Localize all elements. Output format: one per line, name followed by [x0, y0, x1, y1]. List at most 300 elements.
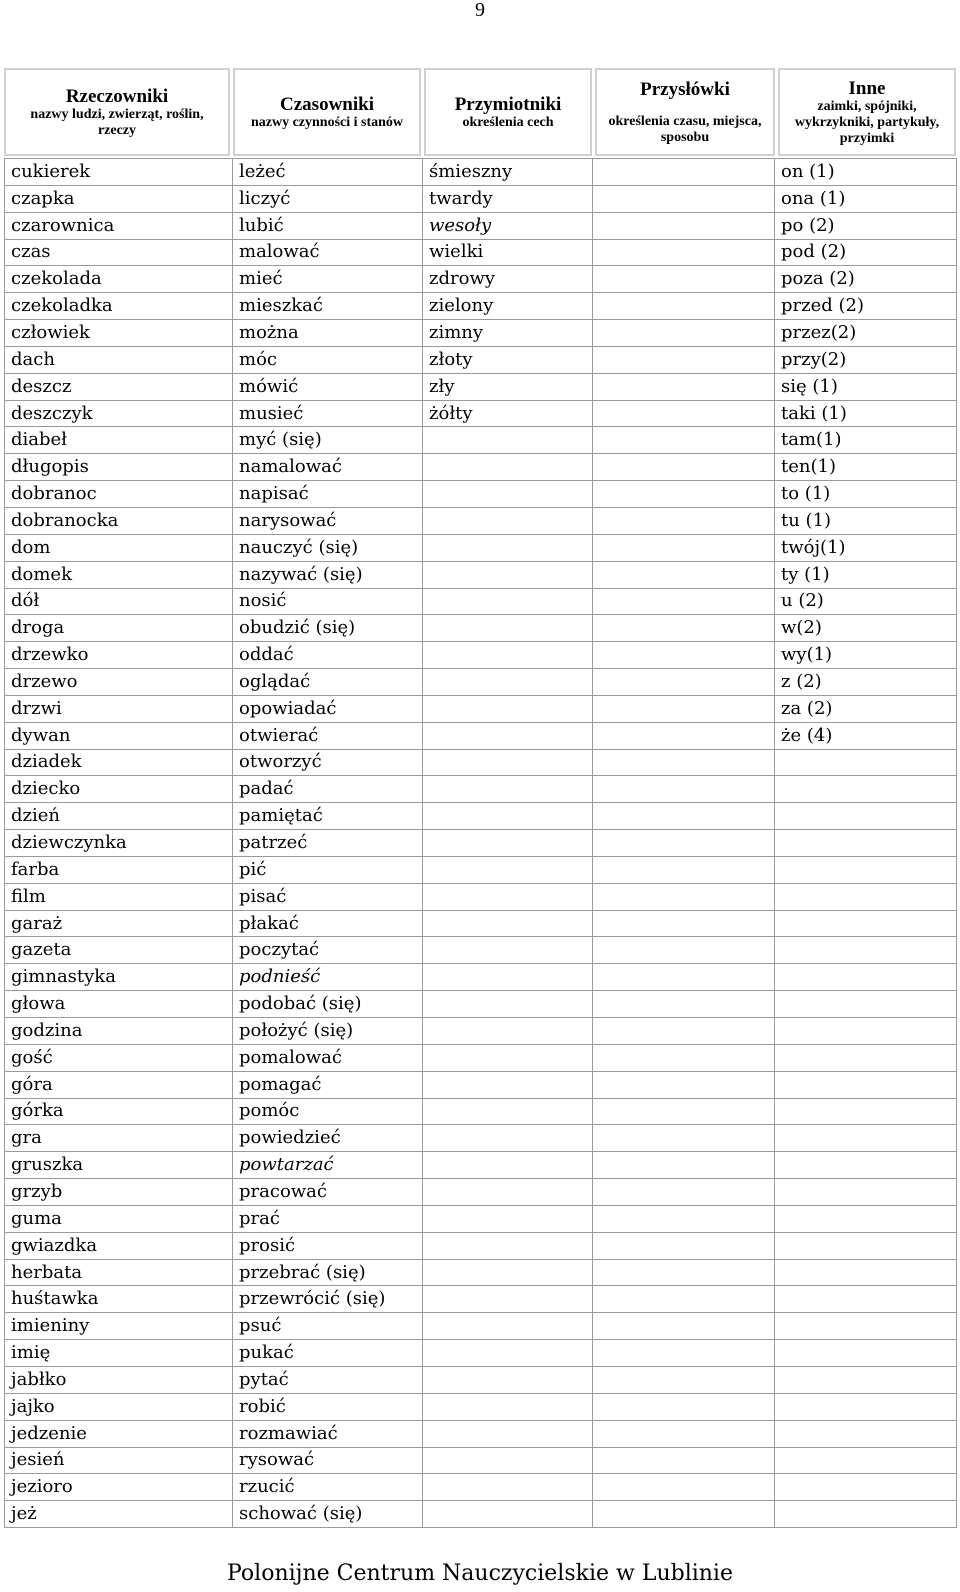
cell-noun: deszcz [5, 373, 233, 400]
table-row [5, 1313, 957, 1340]
cell-adverb [593, 1420, 775, 1447]
header-adverbs-title: Przysłówki [640, 78, 730, 100]
cell-adverb [593, 615, 775, 642]
cell-adjective [423, 1340, 593, 1367]
table-row [5, 1232, 957, 1259]
cell-verb: podnieść [233, 964, 423, 991]
cell-adverb [593, 320, 775, 347]
table-row [5, 883, 957, 910]
cell-verb: powiedzieć [233, 1125, 423, 1152]
cell-adverb [593, 1098, 775, 1125]
cell-verb: pomóc [233, 1098, 423, 1125]
cell-adverb [593, 1340, 775, 1367]
cell-adjective [423, 964, 593, 991]
cell-adjective [423, 427, 593, 454]
cell-other: to (1) [775, 481, 957, 508]
table-row [5, 561, 957, 588]
table-row [5, 159, 957, 186]
cell-other: wy(1) [775, 642, 957, 669]
cell-adjective [423, 481, 593, 508]
table-row [5, 991, 957, 1018]
cell-verb: robić [233, 1393, 423, 1420]
cell-other [775, 1179, 957, 1206]
cell-adjective [423, 856, 593, 883]
header-verbs-title: Czasowniki [280, 93, 374, 115]
cell-adjective [423, 561, 593, 588]
cell-adjective [423, 1152, 593, 1179]
cell-other: za (2) [775, 695, 957, 722]
cell-noun: farba [5, 856, 233, 883]
cell-other [775, 1501, 957, 1528]
cell-verb: prać [233, 1205, 423, 1232]
cell-adverb [593, 427, 775, 454]
table-row [5, 1179, 957, 1206]
cell-other [775, 1125, 957, 1152]
cell-other [775, 1366, 957, 1393]
table-row [5, 776, 957, 803]
cell-adverb [593, 159, 775, 186]
cell-other [775, 1071, 957, 1098]
table-header [4, 68, 956, 156]
cell-verb: rzucić [233, 1474, 423, 1501]
cell-adverb [593, 481, 775, 508]
cell-adjective [423, 454, 593, 481]
cell-noun: głowa [5, 991, 233, 1018]
cell-other [775, 1286, 957, 1313]
cell-adverb [593, 293, 775, 320]
cell-adjective: śmieszny [423, 159, 593, 186]
cell-noun: góra [5, 1071, 233, 1098]
cell-noun: gra [5, 1125, 233, 1152]
cell-noun: dziadek [5, 749, 233, 776]
header-nouns-subtitle: nazwy ludzi, zwierząt, roślin, rzeczy [30, 106, 204, 138]
cell-other [775, 1340, 957, 1367]
cell-other [775, 830, 957, 857]
cell-adverb [593, 1393, 775, 1420]
cell-adjective [423, 1125, 593, 1152]
cell-noun: jedzenie [5, 1420, 233, 1447]
cell-adverb [593, 1125, 775, 1152]
cell-verb: pomagać [233, 1071, 423, 1098]
cell-adjective [423, 534, 593, 561]
cell-verb: patrzeć [233, 830, 423, 857]
cell-adjective: zimny [423, 320, 593, 347]
header-other-subtitle: zaimki, spójniki, wykrzykniki, partykuły, przyimki [794, 98, 940, 146]
cell-other [775, 1098, 957, 1125]
cell-adjective: twardy [423, 185, 593, 212]
table-row [5, 937, 957, 964]
table-row [5, 1044, 957, 1071]
table-row [5, 293, 957, 320]
cell-adjective [423, 1205, 593, 1232]
cell-adverb [593, 910, 775, 937]
cell-other: z (2) [775, 669, 957, 696]
cell-adjective: wesoły [423, 212, 593, 239]
cell-other: poza (2) [775, 266, 957, 293]
cell-adverb [593, 964, 775, 991]
cell-noun: diabeł [5, 427, 233, 454]
cell-verb: leżeć [233, 159, 423, 186]
cell-other [775, 1205, 957, 1232]
cell-verb: pisać [233, 883, 423, 910]
cell-other: tu (1) [775, 507, 957, 534]
cell-verb: liczyć [233, 185, 423, 212]
cell-adjective [423, 883, 593, 910]
cell-noun: dziecko [5, 776, 233, 803]
cell-noun: jajko [5, 1393, 233, 1420]
cell-verb: lubić [233, 212, 423, 239]
cell-adverb [593, 1259, 775, 1286]
cell-adverb [593, 1232, 775, 1259]
table-row [5, 830, 957, 857]
cell-adjective [423, 1179, 593, 1206]
table-row [5, 507, 957, 534]
cell-noun: drzwi [5, 695, 233, 722]
header-adjectives-title: Przymiotniki [454, 93, 562, 115]
cell-other [775, 1447, 957, 1474]
cell-adverb [593, 1366, 775, 1393]
cell-other [775, 856, 957, 883]
table-row [5, 534, 957, 561]
cell-adverb [593, 776, 775, 803]
table-row [5, 239, 957, 266]
cell-verb: prosić [233, 1232, 423, 1259]
cell-adverb [593, 1205, 775, 1232]
cell-noun: gość [5, 1044, 233, 1071]
cell-noun: gwiazdka [5, 1232, 233, 1259]
cell-noun: dziewczynka [5, 830, 233, 857]
cell-noun: dywan [5, 722, 233, 749]
cell-adverb [593, 749, 775, 776]
table-row [5, 749, 957, 776]
cell-other: taki (1) [775, 400, 957, 427]
cell-other: pod (2) [775, 239, 957, 266]
cell-adjective [423, 722, 593, 749]
cell-verb: opowiadać [233, 695, 423, 722]
cell-noun: czapka [5, 185, 233, 212]
table-row [5, 400, 957, 427]
cell-verb: przebrać (się) [233, 1259, 423, 1286]
cell-noun: jezioro [5, 1474, 233, 1501]
cell-adjective [423, 1474, 593, 1501]
cell-other: on (1) [775, 159, 957, 186]
cell-verb: pukać [233, 1340, 423, 1367]
cell-other: w(2) [775, 615, 957, 642]
cell-adverb [593, 373, 775, 400]
cell-adverb [593, 991, 775, 1018]
cell-adverb [593, 1179, 775, 1206]
cell-verb: podobać (się) [233, 991, 423, 1018]
cell-noun: domek [5, 561, 233, 588]
cell-verb: otworzyć [233, 749, 423, 776]
cell-other [775, 803, 957, 830]
header-adjectives-subtitle: określenia cech [462, 114, 554, 130]
cell-adverb [593, 722, 775, 749]
cell-verb: położyć (się) [233, 1018, 423, 1045]
cell-adjective [423, 1501, 593, 1528]
cell-verb: pić [233, 856, 423, 883]
cell-verb: można [233, 320, 423, 347]
cell-adjective [423, 910, 593, 937]
cell-other [775, 1232, 957, 1259]
cell-other: się (1) [775, 373, 957, 400]
cell-adjective [423, 776, 593, 803]
cell-adjective [423, 1393, 593, 1420]
table-row [5, 1125, 957, 1152]
cell-adjective: zdrowy [423, 266, 593, 293]
table-row [5, 1420, 957, 1447]
cell-noun: czas [5, 239, 233, 266]
table-row [5, 320, 957, 347]
cell-adverb [593, 1152, 775, 1179]
cell-adverb [593, 266, 775, 293]
cell-noun: czekoladka [5, 293, 233, 320]
cell-noun: gruszka [5, 1152, 233, 1179]
table-row [5, 1286, 957, 1313]
cell-other: tam(1) [775, 427, 957, 454]
cell-adjective [423, 803, 593, 830]
cell-adverb [593, 1071, 775, 1098]
cell-verb: nauczyć (się) [233, 534, 423, 561]
cell-noun: garaż [5, 910, 233, 937]
table-row [5, 1205, 957, 1232]
cell-adjective [423, 669, 593, 696]
cell-verb: rysować [233, 1447, 423, 1474]
header-adverbs [595, 68, 775, 156]
cell-noun: huśtawka [5, 1286, 233, 1313]
cell-adjective [423, 1420, 593, 1447]
table-row [5, 1152, 957, 1179]
cell-adjective [423, 588, 593, 615]
cell-verb: musieć [233, 400, 423, 427]
table-row [5, 1259, 957, 1286]
cell-verb: malować [233, 239, 423, 266]
cell-other: przez(2) [775, 320, 957, 347]
cell-noun: górka [5, 1098, 233, 1125]
cell-verb: pytać [233, 1366, 423, 1393]
cell-adjective [423, 1366, 593, 1393]
cell-adjective [423, 507, 593, 534]
table-row [5, 1098, 957, 1125]
table-row [5, 454, 957, 481]
table-row [5, 856, 957, 883]
table-row [5, 803, 957, 830]
cell-verb: mówić [233, 373, 423, 400]
cell-other: twój(1) [775, 534, 957, 561]
cell-other [775, 910, 957, 937]
cell-verb: oddać [233, 642, 423, 669]
table-row [5, 1501, 957, 1528]
cell-adverb [593, 937, 775, 964]
word-table-body [5, 159, 957, 1528]
cell-adjective: zielony [423, 293, 593, 320]
cell-other [775, 991, 957, 1018]
cell-adjective [423, 695, 593, 722]
cell-adjective [423, 1044, 593, 1071]
cell-verb: schować (się) [233, 1501, 423, 1528]
cell-adverb [593, 803, 775, 830]
cell-noun: deszczyk [5, 400, 233, 427]
cell-other [775, 1393, 957, 1420]
cell-other: że (4) [775, 722, 957, 749]
cell-noun: dobranocka [5, 507, 233, 534]
cell-adverb [593, 856, 775, 883]
table-row [5, 212, 957, 239]
cell-verb: poczytać [233, 937, 423, 964]
cell-other: ty (1) [775, 561, 957, 588]
cell-verb: mieszkać [233, 293, 423, 320]
table-row [5, 588, 957, 615]
cell-noun: dół [5, 588, 233, 615]
cell-noun: dach [5, 346, 233, 373]
cell-other [775, 749, 957, 776]
table-row [5, 185, 957, 212]
cell-verb: pamiętać [233, 803, 423, 830]
cell-adjective [423, 1232, 593, 1259]
cell-noun: gazeta [5, 937, 233, 964]
cell-adjective [423, 1313, 593, 1340]
cell-adjective [423, 749, 593, 776]
cell-adverb [593, 212, 775, 239]
cell-noun: czarownica [5, 212, 233, 239]
cell-verb: myć (się) [233, 427, 423, 454]
cell-adverb [593, 1044, 775, 1071]
cell-noun: drzewo [5, 669, 233, 696]
cell-adverb [593, 1313, 775, 1340]
cell-verb: pracować [233, 1179, 423, 1206]
cell-adjective [423, 1018, 593, 1045]
cell-other [775, 883, 957, 910]
cell-adjective: zły [423, 373, 593, 400]
cell-adverb [593, 1501, 775, 1528]
cell-other [775, 964, 957, 991]
table-row [5, 1018, 957, 1045]
cell-adverb [593, 1286, 775, 1313]
cell-verb: padać [233, 776, 423, 803]
footer-institution: Polonijne Centrum Nauczycielskie w Lublinie [227, 1561, 733, 1586]
table-row [5, 373, 957, 400]
cell-other [775, 1044, 957, 1071]
cell-other [775, 1152, 957, 1179]
cell-adjective [423, 1071, 593, 1098]
cell-noun: jeż [5, 1501, 233, 1528]
cell-other: przy(2) [775, 346, 957, 373]
cell-adjective [423, 1447, 593, 1474]
header-adverbs-subtitle: określenia czasu, miejsca, sposobu [608, 113, 762, 145]
cell-adverb [593, 1018, 775, 1045]
cell-adverb [593, 830, 775, 857]
table-row [5, 722, 957, 749]
cell-adverb [593, 561, 775, 588]
table-row [5, 1071, 957, 1098]
cell-verb: rozmawiać [233, 1420, 423, 1447]
cell-adverb [593, 1447, 775, 1474]
table-row [5, 695, 957, 722]
cell-other: ona (1) [775, 185, 957, 212]
cell-noun: dobranoc [5, 481, 233, 508]
word-table [4, 158, 957, 1528]
table-row [5, 615, 957, 642]
cell-verb: napisać [233, 481, 423, 508]
table-row [5, 1393, 957, 1420]
cell-noun: człowiek [5, 320, 233, 347]
cell-verb: powtarzać [233, 1152, 423, 1179]
cell-other [775, 1420, 957, 1447]
cell-verb: płakać [233, 910, 423, 937]
cell-adjective [423, 991, 593, 1018]
cell-adjective: żółty [423, 400, 593, 427]
table-row [5, 1474, 957, 1501]
cell-noun: grzyb [5, 1179, 233, 1206]
cell-other: ten(1) [775, 454, 957, 481]
cell-other: po (2) [775, 212, 957, 239]
cell-noun: dom [5, 534, 233, 561]
cell-noun: czekolada [5, 266, 233, 293]
cell-adverb [593, 1474, 775, 1501]
cell-verb: psuć [233, 1313, 423, 1340]
cell-adverb [593, 642, 775, 669]
cell-noun: drzewko [5, 642, 233, 669]
table-row [5, 669, 957, 696]
cell-noun: gimnastyka [5, 964, 233, 991]
cell-other [775, 1018, 957, 1045]
header-adjectives [424, 68, 592, 156]
cell-verb: mieć [233, 266, 423, 293]
cell-noun: film [5, 883, 233, 910]
cell-noun: imieniny [5, 1313, 233, 1340]
cell-noun: godzina [5, 1018, 233, 1045]
cell-adverb [593, 588, 775, 615]
table-row [5, 266, 957, 293]
cell-other: przed (2) [775, 293, 957, 320]
cell-noun: cukierek [5, 159, 233, 186]
cell-adjective [423, 937, 593, 964]
cell-noun: jesień [5, 1447, 233, 1474]
cell-adjective [423, 1259, 593, 1286]
cell-other [775, 1259, 957, 1286]
cell-other [775, 1313, 957, 1340]
cell-adverb [593, 695, 775, 722]
table-row [5, 1340, 957, 1367]
cell-verb: narysować [233, 507, 423, 534]
table-row [5, 481, 957, 508]
cell-verb: oglądać [233, 669, 423, 696]
cell-adjective [423, 830, 593, 857]
cell-noun: jabłko [5, 1366, 233, 1393]
table-row [5, 1366, 957, 1393]
cell-adverb [593, 534, 775, 561]
cell-adverb [593, 507, 775, 534]
table-row [5, 910, 957, 937]
cell-adverb [593, 346, 775, 373]
cell-adjective [423, 1286, 593, 1313]
table-row [5, 346, 957, 373]
header-nouns [4, 68, 230, 156]
page-number: 9 [475, 0, 485, 21]
cell-adverb [593, 239, 775, 266]
header-nouns-title: Rzeczowniki [65, 85, 169, 107]
cell-verb: namalować [233, 454, 423, 481]
cell-other [775, 776, 957, 803]
cell-verb: móc [233, 346, 423, 373]
table-row [5, 964, 957, 991]
header-other [778, 68, 956, 156]
cell-adjective: wielki [423, 239, 593, 266]
table-row [5, 642, 957, 669]
cell-noun: droga [5, 615, 233, 642]
cell-verb: otwierać [233, 722, 423, 749]
cell-adjective [423, 642, 593, 669]
